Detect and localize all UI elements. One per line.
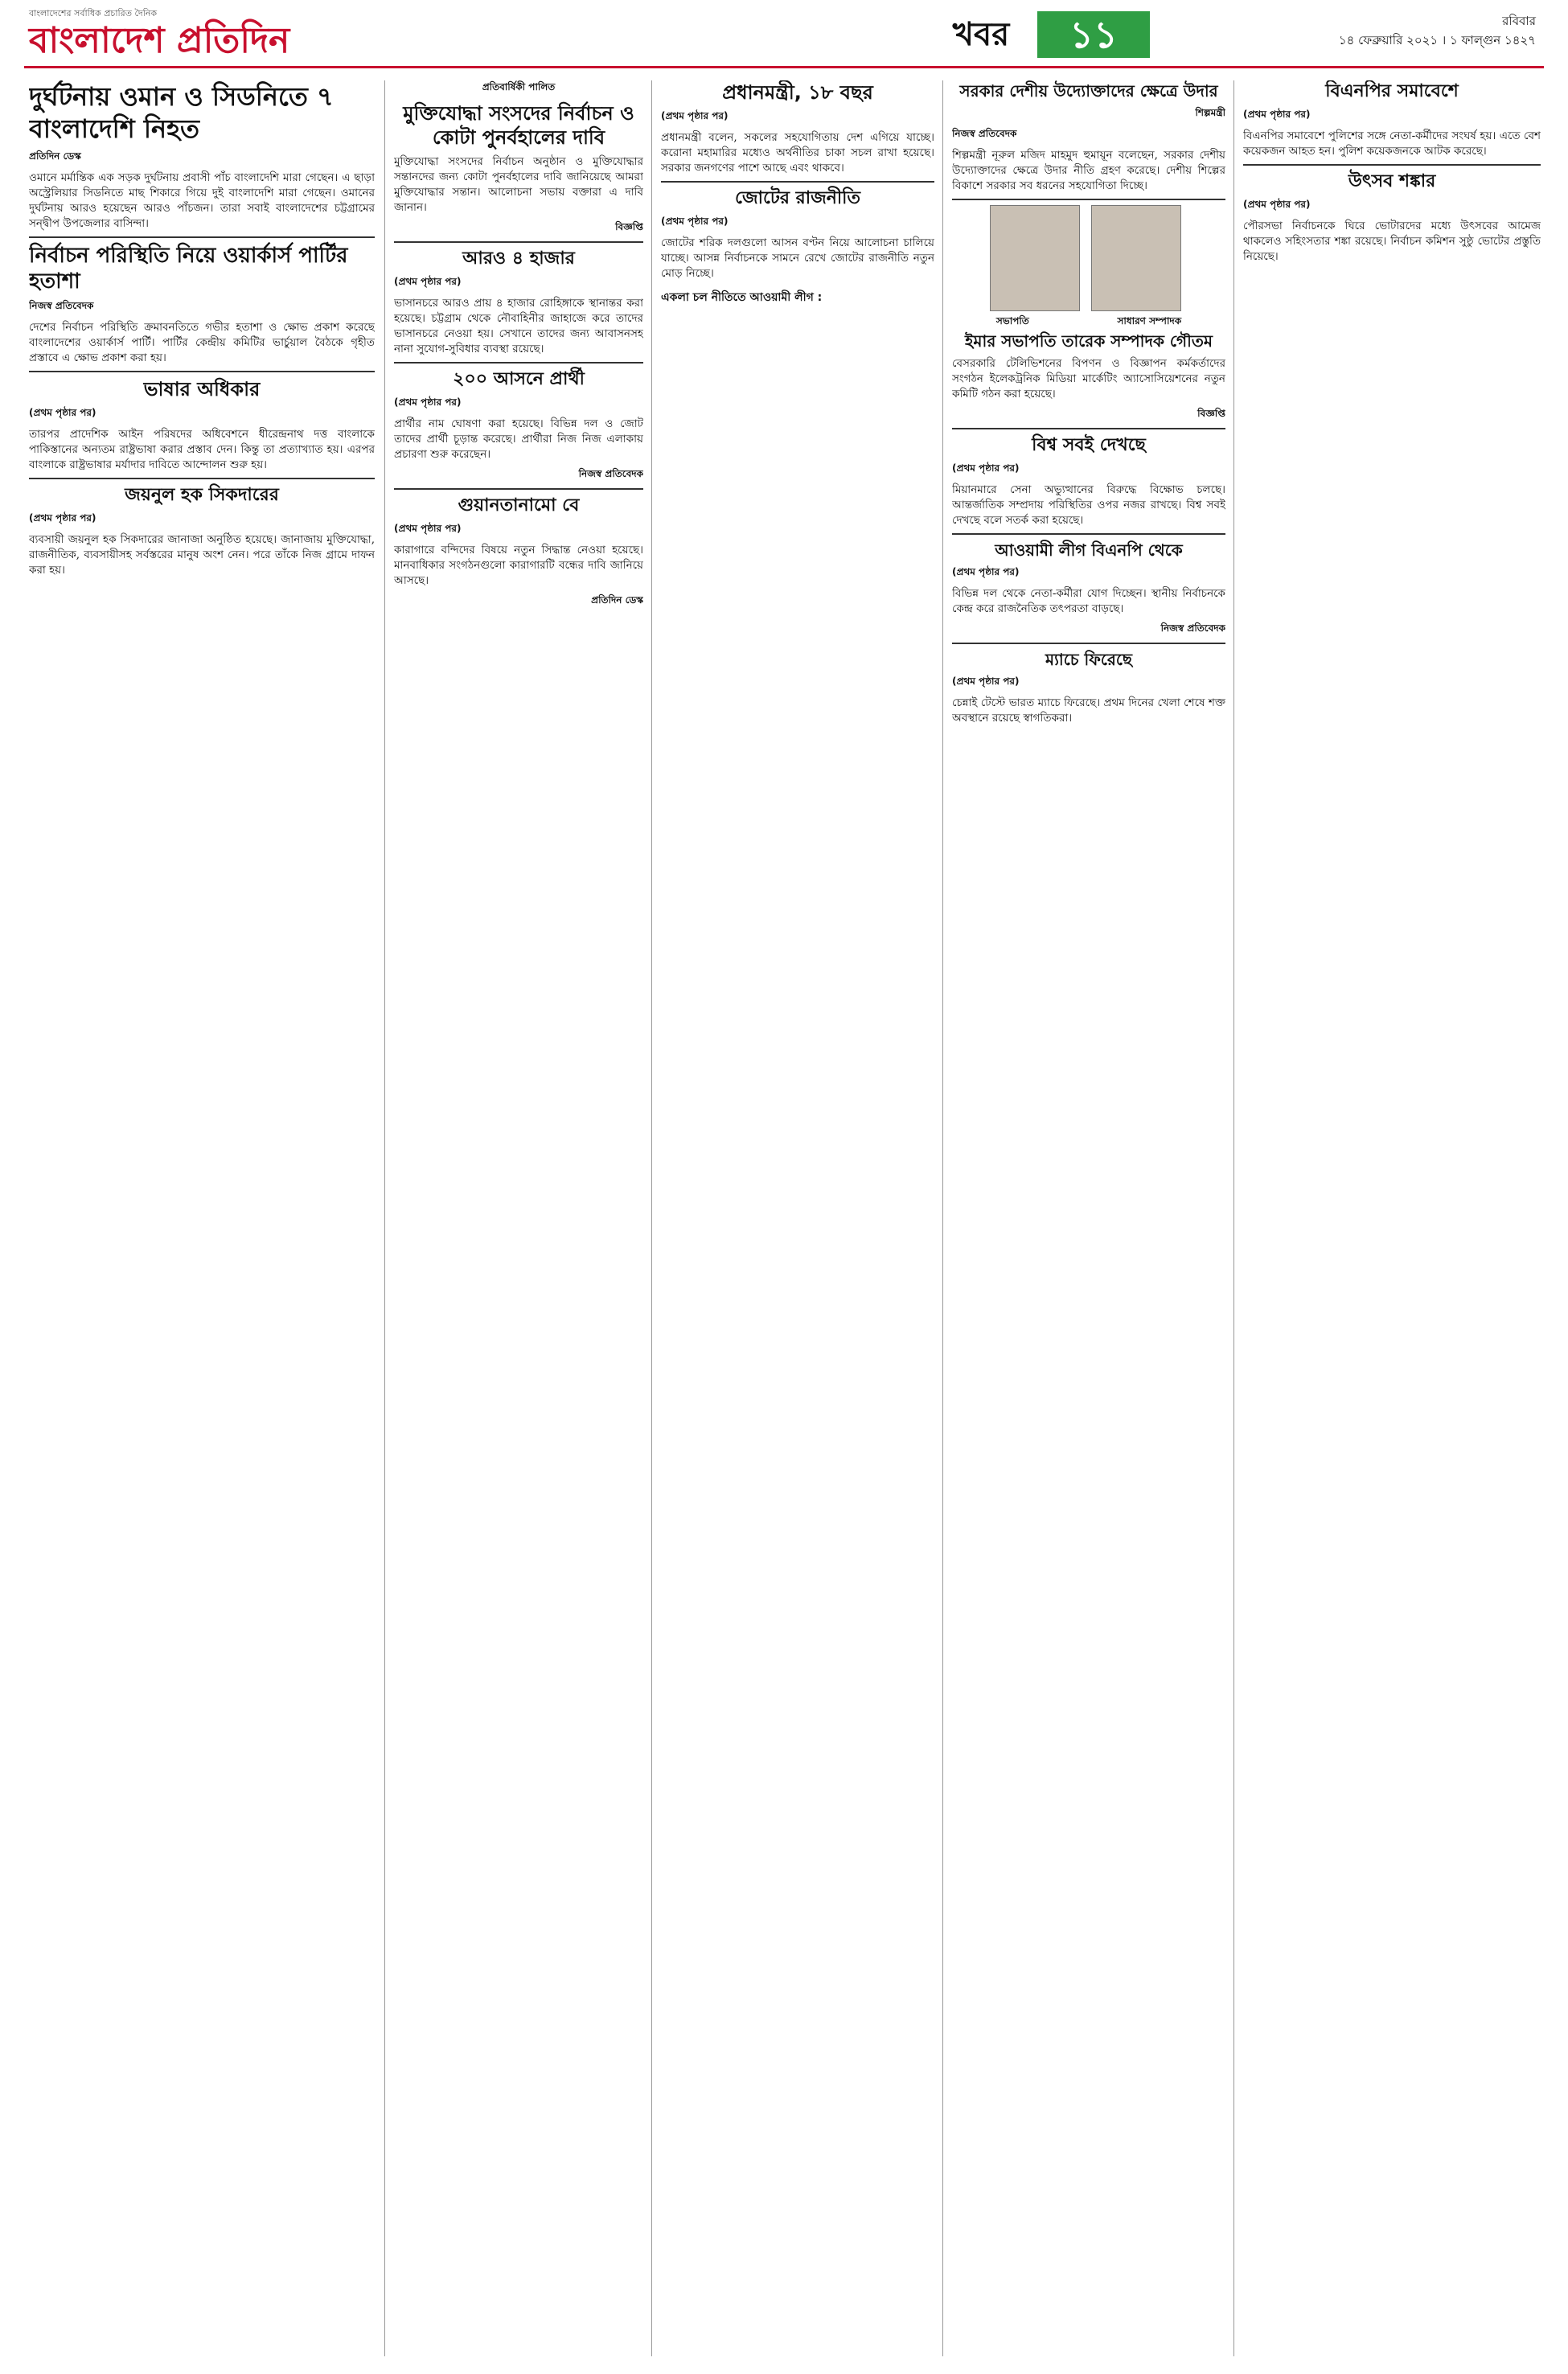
article-alliance	[661, 181, 934, 307]
date: ১৪ ফেব্রুয়ারি ২০২১ । ১ ফাল্গুন ১৪২৭	[1338, 33, 1536, 47]
article-body: দেশের নির্বাচন পরিস্থিতি ক্রমাবনতিতে গভীর হতাশা ও ক্ষোভ প্রকাশ করেছে বাংলাদেশের ওয়ার্কার্স পার্টি। পার্টির কেন্দ্রীয় কমিটির ভার্চুয়াল বৈঠকে গৃহীত প্রস্তাবে এ ক্ষোভ প্রকাশ করা হয়।	[29, 321, 375, 364]
article-joynul	[29, 478, 375, 578]
photo-captions	[952, 314, 1225, 331]
article-body: চেন্নাই টেস্টে ভারত ম্যাচে ফিরেছে। প্রথম দিনের খেলা শেষে শক্ত অবস্থানে রয়েছে স্বাগতিকরা।	[952, 696, 1225, 725]
article-emar	[952, 199, 1225, 423]
column-4	[952, 80, 1225, 2356]
article-workers-party	[29, 236, 375, 366]
byline: নিজস্ব প্রতিবেদক	[29, 300, 94, 311]
headline: বিশ্ব সবই দেখছে	[1032, 435, 1146, 455]
article-body: প্রার্থীর নাম ঘোষণা করা হয়েছে। বিভিন্ন দল ও জোট তাদের প্রার্থী চূড়ান্ত করেছে। প্রার্থীরা নিজ নিজ এলাকায় প্রচারণা শুরু করেছেন।	[394, 417, 643, 461]
signoff: নিজস্ব প্রতিবেদক	[578, 468, 643, 479]
headline: আরও ৪ হাজার	[462, 248, 575, 269]
article-match	[952, 643, 1225, 726]
headline: ২০০ আসনে প্রার্থী	[453, 369, 585, 389]
headline: ভাষার অধিকার	[143, 378, 261, 400]
headline: সরকার দেশীয় উদ্যোক্তাদের ক্ষেত্রে উদার	[959, 81, 1218, 101]
article-body: বিএনপির সমাবেশে পুলিশের সঙ্গে নেতা-কর্মীদের সংঘর্ষ হয়। এতে বেশ কয়েকজন আহত হন। পুলিশ কয়েকজনকে আটক করেছে।	[1243, 129, 1541, 158]
headline: উৎসব শঙ্কার	[1348, 171, 1436, 191]
article-body: বিভিন্ন দল থেকে নেতা-কর্মীরা যোগ দিচ্ছেন। স্থানীয় নির্বাচনকে কেন্দ্র করে রাজনৈতিক তৎপরতা বাড়ছে।	[952, 587, 1225, 615]
article-oman	[29, 80, 375, 232]
headline: প্রধানমন্ত্রী, ১৮ বছর	[722, 81, 873, 104]
signoff: প্রতিদিন ডেস্ক	[591, 594, 643, 606]
lead: (প্রথম পৃষ্ঠার পর)	[29, 407, 96, 418]
article-govt	[952, 80, 1225, 194]
column-5	[1243, 80, 1541, 2356]
headline: ম্যাচে ফিরেছে	[1045, 650, 1133, 669]
article-festival	[1243, 164, 1541, 265]
article-body: বেসরকারি টেলিভিশনের বিপণন ও বিজ্ঞাপন কর্মকর্তাদের সংগঠন ইলেকট্রনিক মিডিয়া মার্কেটিং অ্যাসোসিয়েশনের নতুন কমিটি গঠন করা হয়েছে।	[952, 357, 1225, 400]
headline: আওয়ামী লীগ বিএনপি থেকে	[995, 540, 1183, 560]
lead: (প্রথম পৃষ্ঠার পর)	[394, 523, 462, 534]
article-candidates	[394, 362, 643, 483]
article-body: তারপর প্রাদেশিক আইন পরিষদের অধিবেশনে ধীরেন্দ্রনাথ দত্ত বাংলাকে পাকিস্তানের অন্যতম রাষ্ট্রভাষা করার প্রস্তাব দেন। কিন্তু তা প্রত্যাখ্যাত হয়। এরপর বাংলাকে রাষ্ট্রভাষার মর্যাদার দাবিতে আন্দোলন শুরু হয়।	[29, 428, 375, 471]
logo-tagline: বাংলাদেশের সর্বাধিক প্রচারিত দৈনিক	[29, 8, 158, 18]
column-1	[29, 80, 375, 2356]
lead: (প্রথম পৃষ্ঠার পর)	[952, 566, 1020, 577]
lead: (প্রথম পৃষ্ঠার পর)	[1243, 109, 1311, 120]
article-body: প্রধানমন্ত্রী বলেন, সকলের সহযোগিতায় দেশ এগিয়ে যাচ্ছে। করোনা মহামারির মধ্যেও অর্থনীতির চাকা সচল রাখা হয়েছে। সরকার জনগণের পাশে আছে এবং থাকবে।	[661, 131, 934, 175]
article-body: মুক্তিযোদ্ধা সংসদের নির্বাচন অনুষ্ঠান ও মুক্তিযোদ্ধার সন্তানদের জন্য কোটা পুনর্বহালের দাবি জানিয়েছে আমরা মুক্তিযোদ্ধার সন্তান। আলোচনা সভায় বক্তারা এ দাবি জানান।	[394, 155, 643, 214]
lead: (প্রথম পৃষ্ঠার পর)	[952, 462, 1020, 474]
lead: (প্রথম পৃষ্ঠার পর)	[661, 216, 729, 227]
article-bnp-rally	[1243, 80, 1541, 159]
article-rohingya	[394, 241, 643, 357]
photo-row	[952, 205, 1225, 314]
caption-president: সভাপতি	[995, 315, 1029, 327]
caption-secretary: সাধারণ সম্পাদক	[1117, 315, 1182, 327]
headline: মুক্তিযোদ্ধা সংসদের নির্বাচন ও কোটা পুনর্বহালের দাবি	[403, 102, 634, 149]
lead: (প্রথম পৃষ্ঠার পর)	[29, 512, 96, 524]
lead: (প্রথম পৃষ্ঠার পর)	[394, 276, 462, 287]
article-body: ওমানে মর্মান্তিক এক সড়ক দুর্ঘটনায় প্রবাসী পাঁচ বাংলাদেশি মারা গেছেন। এ ছাড়া অস্ট্রেলিয়ার সিডনিতে মাছ শিকারে গিয়ে দুই বাংলাদেশি মারা গেছেন। ওমানের দুর্ঘটনায় আরও হয়েছেন আরও পাঁচজন। তারা সবাই বাংলাদেশের চট্টগ্রামের সন্দ্বীপ উপজেলার বাসিন্দা।	[29, 171, 375, 230]
lead: (প্রথম পৃষ্ঠার পর)	[661, 110, 729, 121]
section-name: খবর	[952, 16, 1010, 53]
dateline	[1198, 11, 1536, 50]
logo-name: বাংলাদেশ প্রতিদিন	[29, 20, 290, 61]
column-divider	[384, 80, 385, 2356]
article-body: জোটের শরিক দলগুলো আসন বণ্টন নিয়ে আলোচনা চালিয়ে যাচ্ছে। আসন্ন নির্বাচনকে সামনে রেখে জোটের রাজনীতি নতুন মোড় নিচ্ছে।	[661, 236, 934, 280]
headline: নির্বাচন পরিস্থিতি নিয়ে ওয়ার্কার্স পার্টির হতাশা	[29, 244, 348, 294]
byline: শিল্পমন্ত্রী	[1195, 107, 1225, 118]
article-body: ব্যবসায়ী জয়নুল হক সিকদারের জানাজা অনুষ্ঠিত হয়েছে। জানাজায় মুক্তিযোদ্ধা, রাজনীতিক, ব্যবসায়ীসহ সর্বস্তরের মানুষ অংশ নেন। পরে তাঁকে নিজ গ্রামে দাফন করা হয়।	[29, 533, 375, 577]
newspaper-logo	[29, 6, 351, 61]
column-3	[661, 80, 934, 2356]
subhead: একলা চল নীতিতে আওয়ামী লীগ :	[661, 291, 823, 304]
article-world	[952, 428, 1225, 528]
signoff: নিজস্ব প্রতিবেদক	[1160, 622, 1225, 634]
article-body: শিল্পমন্ত্রী নূরুল মজিদ মাহমুদ হুমায়ূন বলেছেন, সরকার দেশীয় উদ্যোক্তাদের ক্ষেত্রে উদার নীতি গ্রহণ করেছে। দেশীয় শিল্পের বিকাশে সরকার সব ধরনের সহযোগিতা দিচ্ছে।	[952, 149, 1225, 192]
column-divider	[1233, 80, 1234, 2356]
article-warrant	[394, 488, 643, 610]
headline: ইমার সভাপতি তারেক সম্পাদক গৌতম	[965, 331, 1213, 351]
page-number: ১১	[1037, 11, 1150, 58]
article-body: কারাগারে বন্দিদের বিষয়ে নতুন সিদ্ধান্ত নেওয়া হয়েছে। মানবাধিকার সংগঠনগুলো কারাগারটি বন্ধের দাবি জানিয়ে আসছে।	[394, 544, 643, 587]
headline: জয়নুল হক সিকদারের	[125, 485, 279, 505]
byline: প্রতিদিন ডেস্ক	[29, 150, 81, 162]
headline: গুয়ানতানামো বে	[458, 495, 580, 515]
article-al-bnp	[952, 533, 1225, 638]
article-language	[29, 371, 375, 473]
column-divider	[651, 80, 652, 2356]
lead: (প্রথম পৃষ্ঠার পর)	[1243, 199, 1311, 210]
article-freedom-fighters	[394, 80, 643, 236]
headline: বিএনপির সমাবেশে	[1325, 81, 1459, 101]
article-pm	[661, 80, 934, 176]
kicker: প্রতিবার্ষিকী পালিত	[482, 81, 556, 92]
lead: (প্রথম পৃষ্ঠার পর)	[394, 396, 462, 408]
lead: (প্রথম পৃষ্ঠার পর)	[952, 676, 1020, 687]
headline: দুর্ঘটনায় ওমান ও সিডনিতে ৭ বাংলাদেশি নিহত	[29, 81, 334, 144]
day: রবিবার	[1502, 14, 1536, 28]
masthead-rule	[24, 66, 1544, 68]
column-divider	[942, 80, 943, 2356]
reporter: নিজস্ব প্রতিবেদক	[952, 128, 1017, 139]
article-body: ভাসানচরে আরও প্রায় ৪ হাজার রোহিঙ্গাকে স্থানান্তর করা হয়েছে। চট্টগ্রাম থেকে নৌবাহিনীর জাহাজে করে তাদের ভাসানচরে নেওয়া হয়। সেখানে তাদের জন্য আবাসনসহ নানা সুযোগ-সুবিধার ব্যবস্থা রয়েছে।	[394, 297, 643, 355]
signoff: বিজ্ঞপ্তি	[615, 221, 643, 232]
secretary-photo	[1091, 205, 1181, 311]
signoff: বিজ্ঞপ্তি	[1197, 408, 1225, 419]
president-photo	[990, 205, 1080, 311]
column-2	[394, 80, 643, 2356]
article-body: পৌরসভা নির্বাচনকে ঘিরে ভোটারদের মধ্যে উৎসবের আমেজ থাকলেও সহিংসতার শঙ্কা রয়েছে। নির্বাচন কমিশন সুষ্ঠু ভোটের প্রস্তুতি নিয়েছে।	[1243, 220, 1541, 263]
masthead	[0, 0, 1568, 64]
headline: জোটের রাজনীতি	[735, 188, 860, 208]
article-body: মিয়ানমারে সেনা অভ্যুত্থানের বিরুদ্ধে বিক্ষোভ চলছে। আন্তর্জাতিক সম্প্রদায় পরিস্থিতির ওপর নজর রাখছে। বিশ্ব সবই দেখছে বলে সতর্ক করা হয়েছে।	[952, 483, 1225, 527]
